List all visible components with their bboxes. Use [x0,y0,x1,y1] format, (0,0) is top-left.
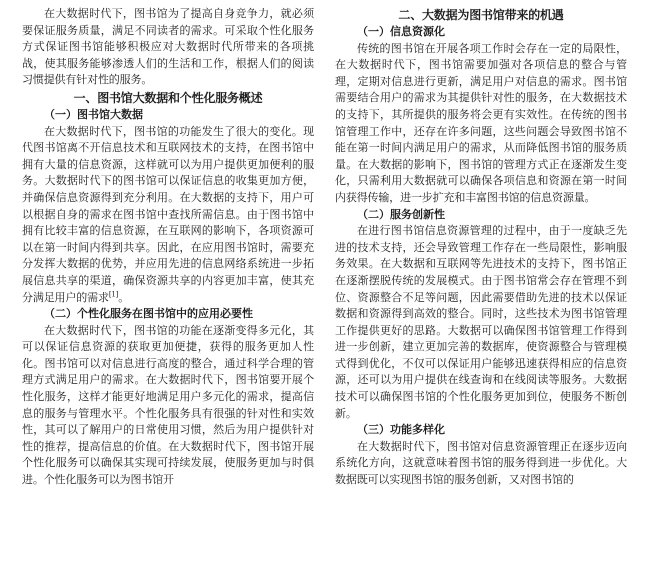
section-1-heading: 一、图书馆大数据和个性化服务概述 [73,90,263,105]
subsection-2-1-heading: （一）信息资源化 [357,25,445,38]
subsection-2-3-heading: （三）功能多样化 [357,423,445,437]
subsection-1-2-heading: （二）个性化服务在图书馆中的应用必要性 [44,307,253,321]
subsection-1-1-heading: （一）图书馆大数据 [44,107,143,121]
subsection-2-3-paragraph: 在大数据时代下，图书馆对信息资源管理正在逐步迈向系统化方向，这就意味着图书馆的服务得到进一步优化。大数据既可以实现图书馆的服务创新，又对图书馆的 [335,439,627,487]
subsection-2-2-paragraph: 在进行图书馆信息资源管理的过程中，由于一度缺乏先进的技术支持，还会导致管理工作存在一些局限性，影响服务效果。在大数据和互联网等先进技术的支持下，图书馆正在逐渐摆脱传统的发展模式。由于图书馆常会存在管理不到位、资源整合不足等问题，因此需要借助先进的技术以保证数据和资源得到高效的整合。同时，这些技术为图书馆管理工作提供更好的思路。大数据可以确保图书馆管理工作得到进一步创新，建立更加完善的数据库，使资源整合与管理模式得到优化，不仅可以保证用户能够迅速获得相应的信息资源，还可以为用户提供在线查询和在线阅读等服务。大数据技术可以确保图书馆的个性化服务更加到位，使服务不断创新。 [335,224,627,420]
right-column [335,6,627,489]
subsection-1-1-end: 。 [118,290,130,304]
left-column [22,6,314,489]
subsection-2-1-paragraph: 传统的图书馆在开展各项工作时会存在一定的局限性，在大数据时代下，图书馆需要加强对各项信息的整合与管理，定期对信息进行更新，满足用户对信息的需求。图书馆需要结合用户的需求为其提供针对性的服务，在大数据技术的支持下，其所提供的服务将会更有实效性。在传统的图书馆管理工作中，还存在许多问题，这些问题会导致图书馆不能在第一时间内满足用户的需求，从而降低图书馆的服务质量。在大数据的影响下，图书馆的管理方式正在逐渐发生变化，只需利用大数据就可以确保各项信息和资源在第一时间内获得传输，进一步扩充和丰富图书馆的信息资源量。 [335,41,627,204]
reference-1: [1] [108,289,119,298]
intro-paragraph: 在大数据时代下，图书馆为了提高自身竞争力，就必须要保证服务质量，满足不同读者的需求。可采取个性化服务方式保证图书馆能够积极应对大数据时代所带来的各项挑战，使其服务能够渗透人们的生活和工作，根据人们的阅读习惯提供有针对性的服务。 [22,7,314,87]
subsection-1-1-paragraph [22,124,314,307]
section-2-heading: 二、大数据为图书馆带来的机遇 [398,8,564,22]
subsection-1-2-paragraph: 在大数据时代下，图书馆的功能在逐渐变得多元化，其可以保证信息资源的获取更加便捷，获得的服务更加人性化。图书馆可以对信息进行高度的整合，通过科学合理的管理方式满足用户的需求。在大数据时代下，图书馆要开展个性化服务，这样才能更好地满足用户多元化的需求，提高信息的服务与管理水平。个性化服务具有很强的针对性和实效性，其可以了解用户的日常使用习惯，然后为用户提供针对性的推荐，提高信息的价值。在大数据时代下，图书馆开展个性化服务可以确保其实现可持续发展，使服务更加与时俱进。个性化服务可以为图书馆开 [22,323,314,487]
subsection-1-1-text: 在大数据时代下，图书馆的功能发生了很大的变化。现代图书馆离不开信息技术和互联网技术的支持，在图书馆中拥有大量的信息资源，这样就可以为用户提供更加便利的服务。大数据时代下的图书馆可以保证信息的收集更加方便，并确保信息资源得到充分利用。在大数据的支持下，用户可以根据自身的需求在图书馆中查找所需信息。由于图书馆中拥有比较丰富的信息资源，在互联网的影响下，各项资源可以在第一时间内得到共享。因此，在应用图书馆时，需要充分发挥大数据的优势，并应用先进的信息网络系统进一步拓展信息共享的渠道，确保资源共享的内容更加丰富，使其充分满足用户的需求 [22,124,314,304]
subsection-2-2-heading: （二）服务创新性 [357,207,445,221]
